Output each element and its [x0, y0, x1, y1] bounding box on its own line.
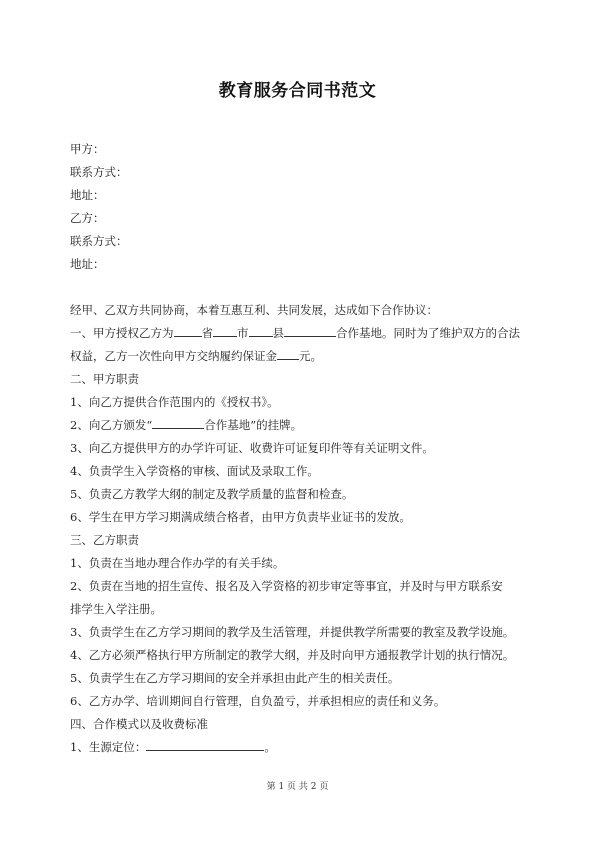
- section-3-item-2-line-1: 2、负责在当地的招生宣传、报名及入学资格的初步审定等事宜，并及时与甲方联系安: [70, 579, 503, 593]
- section-2-item-1: 1、向乙方提供合作范围内的《授权书》。: [70, 395, 279, 409]
- section-4-item-1-text-a: 1、生源定位：: [70, 740, 147, 754]
- clause-1-text-e: 合作基地。同时为了维护双方的合法: [336, 326, 520, 340]
- section-2-heading: 二、甲方职责: [70, 372, 139, 386]
- clause-1-text-d: 县: [272, 326, 284, 340]
- section-4-heading: 四、合作模式以及收费标准: [70, 717, 208, 731]
- blank-province: [174, 324, 202, 337]
- page-footer: 第 1 页 共 2 页: [266, 782, 329, 792]
- party-a-contact-label: 联系方式：: [70, 165, 128, 179]
- section-2-item-2-text-a: 2、向乙方颁发“: [70, 418, 153, 432]
- section-4-item-1: [70, 736, 540, 759]
- clause-1-line-1: [70, 322, 540, 345]
- section-3-item-1: 1、负责在当地办理合作办学的有关手续。: [70, 556, 285, 570]
- section-3-item-3: 3、负责学生在乙方学习期间的教学及生活管理，并提供教学所需要的教室及教学设施。: [70, 625, 515, 639]
- section-2-item-2: [70, 414, 540, 437]
- party-b-label: 乙方：: [70, 211, 105, 225]
- section-3-item-5: 5、负责学生在乙方学习期间的安全并承担由此产生的相关责任。: [70, 671, 400, 685]
- clause-1-line-2: [70, 345, 540, 368]
- party-b-contact-label: 联系方式：: [70, 234, 128, 248]
- clause-1-text-a: 一、甲方授权乙方为: [70, 326, 174, 340]
- section-2-item-4: 4、负责学生入学资格的审核、面试及录取工作。: [70, 464, 319, 478]
- section-3-item-6: 6、乙方办学、培训期间自行管理，自负盈亏，并承担相应的责任和义务。: [70, 694, 446, 708]
- section-4-item-1-text-b: 。: [264, 740, 276, 754]
- section-3-item-4: 4、乙方必须严格执行甲方所制定的教学大纲，并及时向甲方通报教学计划的执行情况。: [70, 648, 515, 662]
- section-2-item-2-text-b: 合作基地”的挂牌。: [204, 418, 303, 432]
- clause-1-text-b: 省: [201, 326, 213, 340]
- section-2-item-3: 3、向乙方提供甲方的办学许可证、收费许可证复印件等有关证明文件。: [70, 441, 434, 455]
- contract-body: [70, 299, 540, 759]
- section-3-item-2-line-2: 排学生入学注册。: [70, 602, 162, 616]
- blank-county: [249, 324, 273, 337]
- blank-student-source: [146, 738, 264, 751]
- section-2-item-5: 5、负责乙方教学大纲的制定及教学质量的监督和检查。: [70, 487, 354, 501]
- section-3-heading: 三、乙方职责: [70, 533, 139, 547]
- party-a-label: 甲方：: [70, 142, 105, 156]
- parties-block: [70, 138, 540, 276]
- clause-1-text-f: 权益，乙方一次性向甲方交纳履约保证金: [70, 349, 277, 363]
- document-title: 教育服务合同书范文: [218, 81, 377, 101]
- blank-deposit-amount: [277, 347, 299, 360]
- clause-1-text-g: 元。: [299, 349, 322, 363]
- party-b-address-label: 地址：: [70, 257, 105, 271]
- party-a-address-label: 地址：: [70, 188, 105, 202]
- section-2-item-6: 6、学生在甲方学习期满成绩合格者，由甲方负责毕业证书的发放。: [70, 510, 411, 524]
- blank-base-name: [284, 324, 336, 337]
- blank-city: [213, 324, 237, 337]
- clause-1-text-c: 市: [237, 326, 249, 340]
- blank-base-plaque: [152, 416, 204, 429]
- intro-text: 经甲、乙双方共同协商，本着互惠互利、共同发展，达成如下合作协议：: [70, 303, 438, 317]
